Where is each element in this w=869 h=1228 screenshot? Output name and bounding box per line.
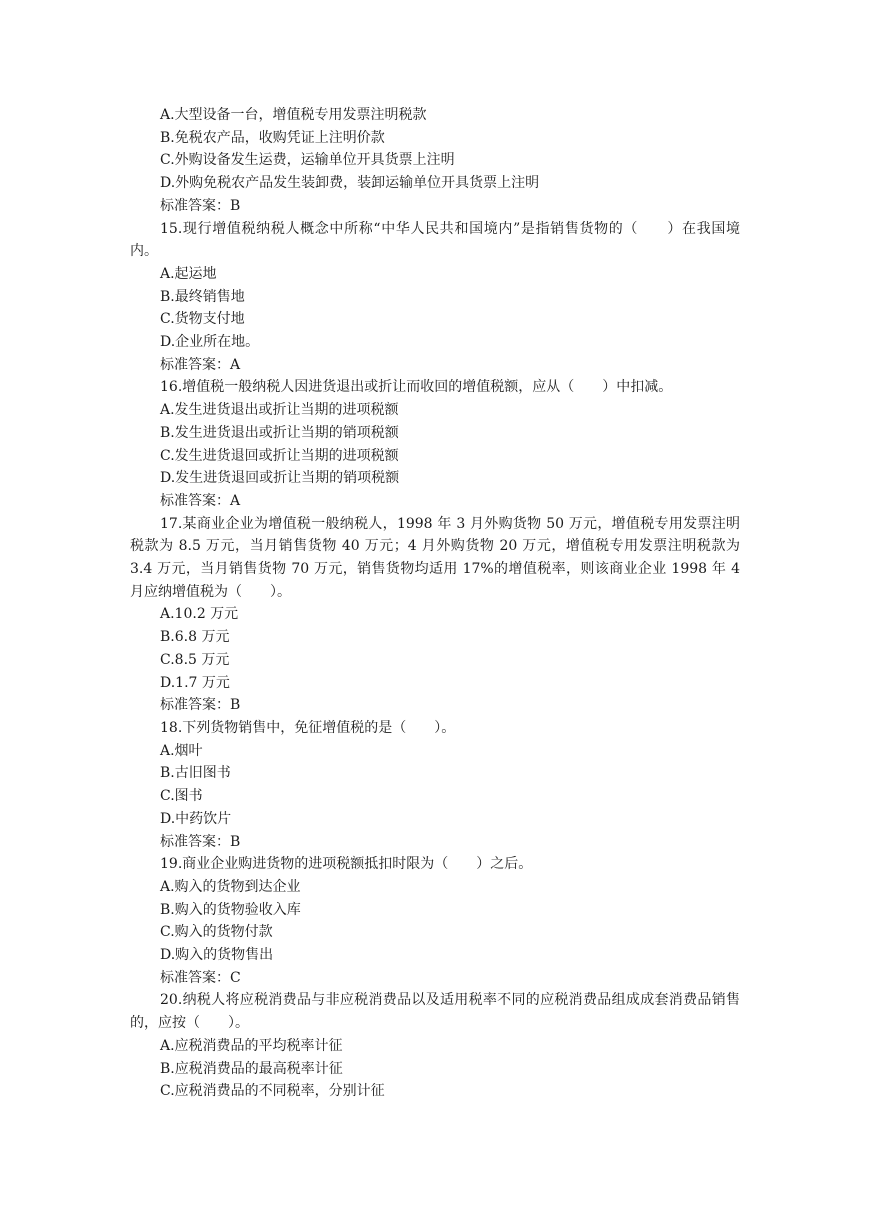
- question-19-stem: 19.商业企业购进货物的进项税额抵扣时限为（ ）之后。: [160, 856, 533, 873]
- question-17-option-c: C.8.5 万元: [160, 651, 230, 668]
- option-a: A.大型设备一台，增值税专用发票注明税款: [160, 107, 427, 123]
- document-content: [130, 104, 740, 1103]
- question-17-answer: 标准答案：B: [160, 697, 241, 714]
- question-19-option-a: A.购入的货物到达企业: [160, 878, 301, 895]
- question-18-option-d: D.中药饮片: [160, 810, 232, 827]
- question-18-option-b: B.古旧图书: [160, 765, 231, 782]
- question-18-stem: 18.下列货物销售中，免征增值税的是（ ）。: [160, 719, 456, 736]
- question-16-option-d: D.发生进货退回或折让当期的销项税额: [160, 470, 400, 487]
- question-16-option-c: C.发生进货退回或折让当期的进项税额: [160, 447, 399, 464]
- question-20-option-a: A.应税消费品的平均税率计征: [160, 1037, 343, 1054]
- question-15-option-b: B.最终销售地: [160, 288, 245, 305]
- question-15-option-d: D.企业所在地。: [160, 334, 260, 351]
- question-19-option-b: B.购入的货物验收入库: [160, 901, 301, 918]
- question-18-option-a: A.烟叶: [160, 742, 203, 759]
- option-c: C.外购设备发生运费，运输单位开具货票上注明: [160, 152, 455, 169]
- question-16-option-a: A.发生进货退出或折让当期的进项税额: [160, 402, 399, 419]
- question-19-answer: 标准答案：C: [160, 969, 241, 986]
- question-20-option-c: C.应税消费品的不同税率，分别计征: [160, 1083, 385, 1100]
- standard-answer: 标准答案：B: [160, 197, 241, 214]
- question-17-option-a: A.10.2 万元: [160, 606, 239, 623]
- option-b: B.免税农产品，收购凭证上注明价款: [160, 129, 385, 146]
- question-20-option-b: B.应税消费品的最高税率计征: [160, 1060, 343, 1077]
- question-16-stem: 16.增值税一般纳税人因进货退出或折让而收回的增值税额，应从（ ）中扣减。: [160, 379, 673, 396]
- option-d: D.外购免税农产品发生装卸费，装卸运输单位开具货票上注明: [160, 175, 540, 192]
- question-19-option-d: D.购入的货物售出: [160, 947, 274, 964]
- question-16-answer: 标准答案：A: [160, 492, 241, 509]
- question-18-option-c: C.图书: [160, 788, 203, 805]
- question-17-option-b: B.6.8 万元: [160, 629, 230, 646]
- question-15-option-a: A.起运地: [160, 265, 217, 282]
- question-15-answer: 标准答案：A: [160, 356, 241, 373]
- question-20-stem: 20.纳税人将应税消费品与非应税消费品以及适用税率不同的应税消费品组成成套消费品销售的，应按（ ）。: [130, 992, 740, 1032]
- question-15-stem: 15.现行增值税纳税人概念中所称“中华人民共和国境内”是指销售货物的（ ）在我国境内。: [130, 220, 740, 260]
- question-17-stem: 17.某商业企业为增值税一般纳税人，1998 年 3 月外购货物 50 万元，增值税专用发票注明税款为 8.5 万元，当月销售货物 40 万元；4 月外购货物 20 万元，增值税专用发票注明税款为 3.4 万元，当月销售货物 70 万元，销售货物均适用 17%的增值税率，则该商业企业 1998 年 4 月应纳增值税为（ ）。: [130, 515, 740, 600]
- question-17-option-d: D.1.7 万元: [160, 674, 230, 691]
- question-19-option-c: C.购入的货物付款: [160, 924, 273, 941]
- question-16-option-b: B.发生进货退出或折让当期的销项税额: [160, 424, 399, 441]
- question-15-option-c: C.货物支付地: [160, 311, 245, 328]
- question-18-answer: 标准答案：B: [160, 833, 241, 850]
